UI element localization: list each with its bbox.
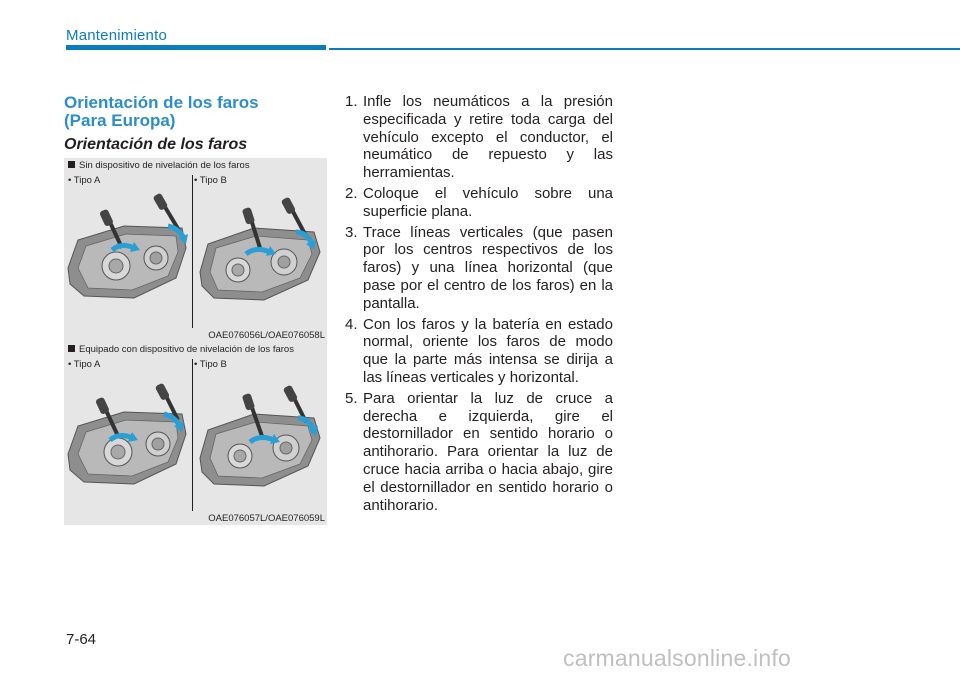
section-heading: Orientación de los faros (Para Europa): [64, 93, 259, 130]
figure-caption: Equipado con dispositivo de nivelación de los faros: [68, 344, 294, 355]
label-tipo-a: • Tipo A: [68, 175, 101, 186]
instruction-step: 5. Para orientar la luz de cruce a derecha e izquierda, gire el destornillador en sentido horario o antihorario. Para orientar la luz de cruce hacia arriba o hacia abajo, gire el destornillador en sentido horario o antihorario.: [345, 389, 613, 514]
headlamp-type-b-illustration: [194, 372, 327, 492]
label-tipo-b: • Tipo B: [194, 175, 227, 186]
watermark: carmanualsonline.info: [563, 645, 791, 671]
figure-code: OAE076057L/OAE076059L: [208, 513, 325, 524]
instruction-list: [345, 93, 613, 517]
figure-divider: [192, 359, 193, 511]
section-label: Mantenimiento: [66, 27, 167, 44]
page-number: 7-64: [66, 631, 97, 648]
header-rule-thick: [66, 45, 326, 50]
section-subheading: Orientación de los faros: [64, 136, 248, 153]
headlamp-type-b-illustration: [194, 188, 327, 308]
figure-divider: [192, 175, 193, 328]
header-rule-thin: [329, 48, 960, 50]
instruction-step: 4. Con los faros y la batería en estado normal, oriente los faros de modo que la parte más intensa se dirija a las líneas verticales y horizontal.: [345, 315, 613, 386]
label-tipo-a: • Tipo A: [68, 359, 101, 370]
instruction-step: 2. Coloque el vehículo sobre una superficie plana.: [345, 184, 613, 220]
headlamp-type-a-illustration: [64, 188, 192, 308]
figure-caption: Sin dispositivo de nivelación de los faros: [68, 160, 250, 171]
figure-with-leveling: [64, 342, 327, 525]
instruction-step: 3. Trace líneas verticales (que pasen por los centros respectivos de los faros) y una línea horizontal (que pase por el centro de los faros) en la pantalla.: [345, 223, 613, 312]
instruction-step: 1. Infle los neumáticos a la presión especificada y retire toda carga del vehículo excepto el conductor, el neumático de repuesto y las herramientas.: [345, 93, 613, 182]
figure-code: OAE076056L/OAE076058L: [208, 330, 325, 341]
bullet-square-icon: [68, 345, 75, 352]
bullet-square-icon: [68, 161, 75, 168]
headlamp-type-a-illustration: [64, 372, 192, 492]
figure-no-leveling: [64, 158, 327, 343]
label-tipo-b: • Tipo B: [194, 359, 227, 370]
